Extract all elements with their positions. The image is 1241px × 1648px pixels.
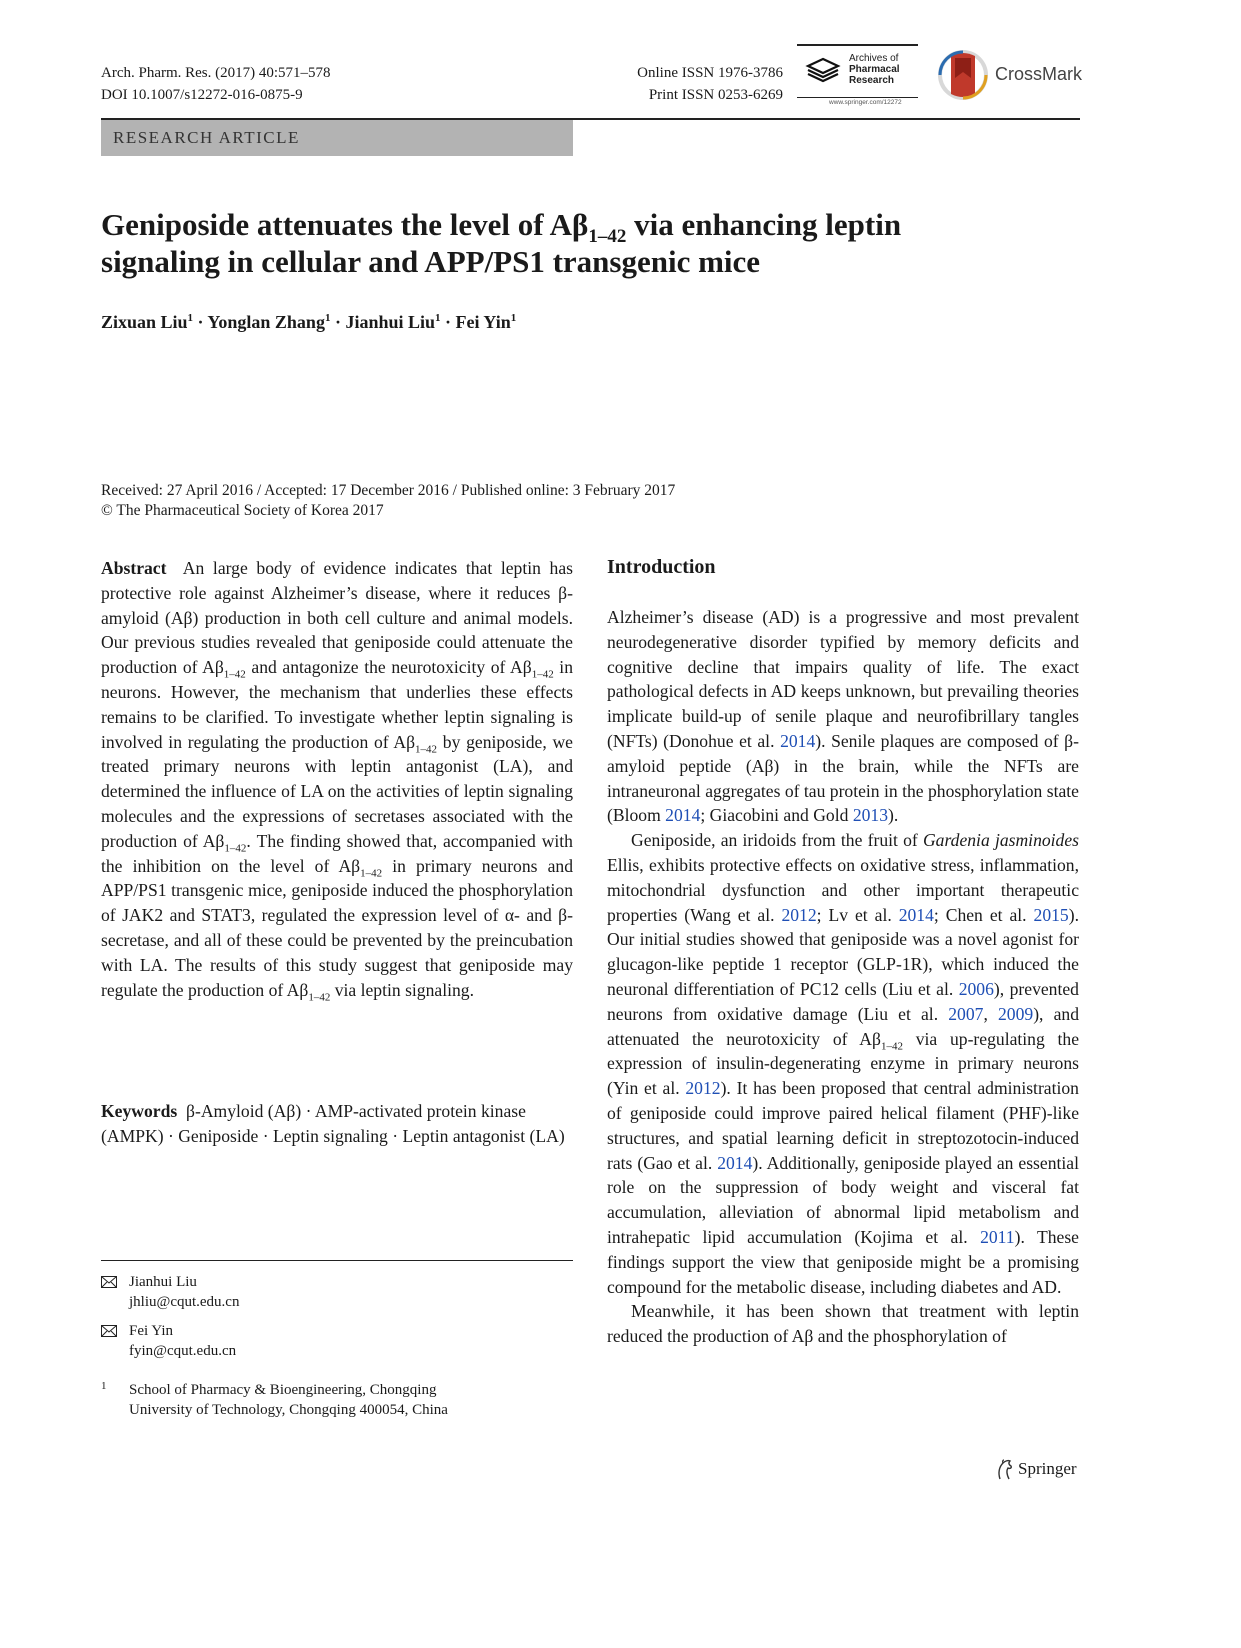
abstract-text: in neurons. However, the mechanism that underlies these effects remains to be clarified. To investigate whether leptin signaling is involved in regulating the production of Aβ [101, 657, 573, 752]
title-line1-pre: Geniposide attenuates the level of Aβ [101, 207, 589, 242]
journal-line: Arch. Pharm. Res. (2017) 40:571–578 [101, 65, 331, 81]
abstract-text: and antagonize the neurotoxicity of Aβ [245, 657, 532, 678]
citation-link[interactable]: 2015 [1033, 904, 1069, 925]
affiliation [101, 1380, 573, 1420]
issn-block [560, 62, 783, 106]
species-name: Gardenia jasminoides [922, 830, 1079, 851]
intro-text: ). Senile plaques are composed of β-amyloid peptide (Aβ) in the brain, while the NFTs are intraneuronal aggregates of tau protein in the phosphorylation state (Bloom [607, 730, 1079, 826]
affiliation-number: 1 [101, 1380, 107, 1392]
citation-link[interactable]: 2014 [780, 730, 816, 751]
article-type-band [101, 120, 573, 156]
intro-text: Geniposide, an iridoids from the fruit of [631, 830, 923, 851]
publisher-name: Springer [1018, 1459, 1077, 1478]
author-affiliation: 1 [510, 312, 517, 324]
author-affiliation: 1 [435, 312, 441, 324]
open-book-icon [805, 55, 841, 85]
logo-line-2: Pharmacal [849, 64, 900, 75]
intro-text: Ellis, exhibits protective effects on oxidative stress, inflammation, mitochondrial dysfunction and other important therapeutic properties (Wang et al. [607, 854, 1079, 925]
author-list: Zixuan Liu$^1$ · Yonglan Zhang$^1$ · Jianhui Liu$^1$ · Fei Yin$^1$ [101, 312, 517, 332]
abstract-subscript: 1–42 [224, 842, 247, 855]
intro-text: ), prevented neurons from oxidative damage (Liu et al. [607, 978, 1079, 1024]
logo-url: www.springer.com/12272 [829, 99, 902, 106]
crossmark-icon [935, 48, 991, 102]
print-issn: Print ISSN 0253-6269 [648, 87, 783, 103]
correspondence-entry [101, 1321, 573, 1365]
citation-link[interactable]: 2009 [998, 1003, 1034, 1024]
abstract-subscript: 1–42 [360, 867, 383, 880]
abstract-subscript: 1–42 [308, 991, 331, 1004]
correspondent-name: Jianhui Liu [129, 1274, 197, 1290]
article-type: RESEARCH ARTICLE [113, 128, 300, 147]
article-dates [101, 481, 675, 521]
author-affiliation: 1 [187, 312, 194, 324]
logo-line-1: Archives of [849, 53, 899, 64]
abstract-text: . The finding showed that, accompanied with the inhibition on the level of Aβ [101, 830, 573, 876]
abstract-subscript: 1–42 [415, 743, 438, 756]
abstract-subscript: 1–42 [531, 668, 554, 681]
citation-link[interactable]: 2014 [717, 1152, 753, 1173]
affiliation-line-2: University of Technology, Chongqing 400054, China [129, 1402, 448, 1418]
author-name[interactable]: Yonglan Zhang [207, 312, 325, 332]
crossmark-label: CrossMark [995, 64, 1083, 84]
intro-text: ), and attenuated the neurotoxicity of Aβ [607, 1003, 1080, 1049]
intro-text: ; Chen et al. [933, 904, 1034, 925]
citation-link[interactable]: 2013 [852, 805, 888, 826]
keywords-label: Keywords [101, 1101, 178, 1121]
intro-text: via up-regulating the expression of insulin-degenerating enzyme in primary neurons (Yin et al. [607, 1028, 1080, 1099]
abstract-text: An large body of evidence indicates that leptin has protective role against Alzheimer’s disease, where it reduces β-amyloid (Aβ) production in both cell culture and animal models. Our previous studies revealed that geniposide could attenuate the production of Aβ [101, 558, 574, 678]
author-name[interactable]: Jianhui Liu [345, 312, 436, 332]
intro-paragraph-2 [607, 828, 1079, 1299]
abstract-label: Abstract [101, 558, 167, 578]
title-line1-sub: 1–42 [588, 226, 627, 248]
crossmark-badge[interactable] [935, 48, 1085, 102]
abstract-text: in primary neurons and APP/PS1 transgenic mice, geniposide induced the phosphorylation of JAK2 and STAT3, regulated the expression level of α- and β-secretase, and all of these could be prevented by the preincubation with LA. The results of this study suggest that geniposide may regulate the production of Aβ [101, 855, 573, 1000]
intro-text: ; Lv et al. [816, 904, 899, 925]
abstract [101, 556, 573, 1002]
citation-link[interactable]: 2011 [980, 1226, 1015, 1247]
intro-paragraph-3: Meanwhile, it has been shown that treatment with leptin reduced the production of Aβ and the phosphorylation of [607, 1301, 1079, 1347]
citation-link[interactable]: 2012 [685, 1078, 721, 1099]
journal-logo [797, 44, 918, 106]
author-name[interactable]: Fei Yin [455, 312, 511, 332]
intro-text: ). Our initial studies showed that geniposide was a novel agonist for glucagon-like peptide 1 receptor (GLP-1R), which induced the neuronal differentiation of PC12 cells (Liu et al. [607, 904, 1079, 999]
author-affiliation: 1 [324, 312, 331, 324]
envelope-icon [101, 1276, 117, 1288]
citation-link[interactable]: 2014 [665, 805, 701, 826]
abstract-subscript: 1–42 [223, 668, 246, 681]
springer-horse-icon [996, 1459, 1014, 1481]
correspondent-email[interactable]: fyin@cqut.edu.cn [129, 1343, 237, 1359]
intro-text: ). [888, 805, 899, 826]
citation-link[interactable]: 2006 [958, 978, 994, 999]
correspondence-entry [101, 1272, 573, 1316]
correspondence [101, 1272, 573, 1365]
intro-text: , [983, 1003, 998, 1024]
footnote-rule [101, 1260, 573, 1261]
history-line: Received: 27 April 2016 / Accepted: 17 December 2016 / Published online: 3 February 2017 [101, 482, 676, 499]
intro-text: ). It has been proposed that central administration of geniposide could improve paired helical filament (PHF)-like structures, and spatial learning deficit in streptozotocin-induced rats (Gao et al. [607, 1078, 1079, 1173]
intro-text: ). Additionally, geniposide played an essential role on the suppression of body weight and visceral fat accumulation, alleviation of abnormal lipid metabolism and intrahepatic lipid accumulation (Kojima et al. [607, 1152, 1079, 1247]
affiliation-line-1: School of Pharmacy & Bioengineering, Chongqing [129, 1382, 437, 1398]
introduction-body [607, 605, 1079, 1349]
copyright-line: © The Pharmaceutical Society of Korea 2017 [101, 502, 384, 519]
abstract-text: by geniposide, we treated primary neurons with leptin antagonist (LA), and determined the influence of LA on the activities of leptin signaling molecules and the expressions of secretases associated with the production of Aβ [101, 731, 573, 851]
citation-link[interactable]: 2007 [948, 1003, 984, 1024]
correspondent-email[interactable]: jhliu@cqut.edu.cn [129, 1294, 240, 1310]
keywords-text: β-Amyloid (Aβ) · AMP-activated protein kinase (AMPK) · Geniposide · Leptin signaling · Leptin antagonist (LA) [101, 1101, 565, 1146]
article-title [101, 206, 1061, 280]
journal-citation [101, 62, 331, 106]
citation-link[interactable]: 2012 [781, 904, 817, 925]
intro-text: ). These findings support the view that geniposide might be a promising compound for the metabolic disease, including diabetes and AD. [607, 1226, 1079, 1297]
keywords [101, 1099, 573, 1149]
abstract-text: via leptin signaling. [330, 979, 474, 1000]
title-line1-post: via enhancing leptin [626, 207, 902, 242]
title-line2: signaling in cellular and APP/PS1 transgenic mice [101, 244, 761, 279]
intro-paragraph-1 [607, 605, 1079, 828]
citation-link[interactable]: 2014 [898, 904, 934, 925]
envelope-icon [101, 1325, 117, 1337]
correspondent-name: Fei Yin [129, 1323, 174, 1339]
introduction-heading: Introduction [607, 556, 716, 578]
intro-subscript: 1–42 [880, 1040, 903, 1053]
author-name[interactable]: Zixuan Liu [101, 312, 188, 332]
intro-text: Alzheimer’s disease (AD) is a progressive and most prevalent neurodegenerative disorder typified by memory deficits and cognitive decline that impairs quality of life. The exact pathological defects in AD keeps unknown, but prevailing theories implicate build-up of senile plaque and neurofibrillary tangles (NFTs) (Donohue et al. [607, 607, 1079, 751]
doi-line: DOI 10.1007/s12272-016-0875-9 [101, 87, 303, 103]
online-issn: Online ISSN 1976-3786 [637, 65, 783, 81]
intro-text: ; Giacobini and Gold [700, 805, 853, 826]
logo-line-3: Research [849, 75, 895, 86]
